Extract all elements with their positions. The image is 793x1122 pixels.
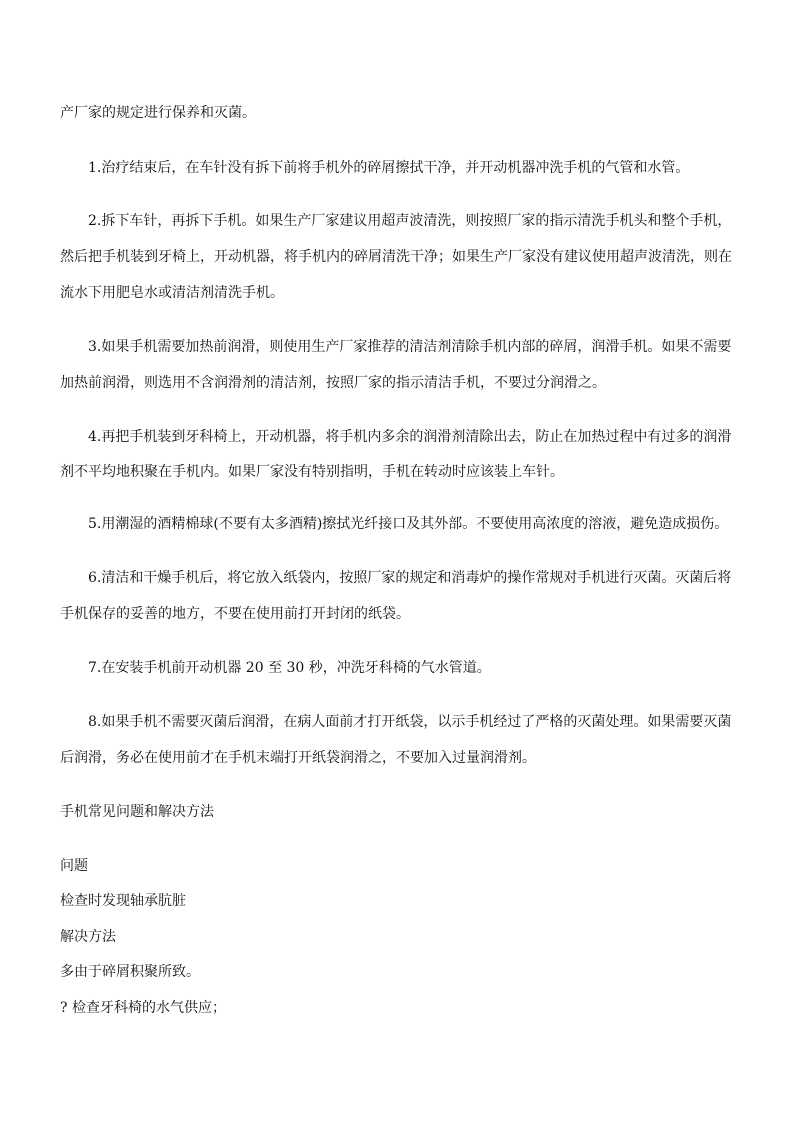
step-1-line-1: 1.治疗结束后，在车针没有拆下前将手机外的碎屑擦拭干净，并开动机器冲洗手机的气管和水管。	[88, 160, 690, 176]
intro-text: 产厂家的规定进行保养和灭菌。	[60, 105, 256, 121]
step-5-line-1: 5.用潮湿的酒精棉球(不要有太多酒精)擦拭光纤接口及其外部。不要使用高浓度的溶液，避免造成损伤。	[88, 516, 729, 532]
step-2-line-1: 2.拆下车针，再拆下手机。如果生产厂家建议用超声波清洗，则按照厂家的指示清洗手机头和整个手机，	[88, 213, 732, 229]
problem-label: 问题	[60, 858, 88, 874]
solution-item: ? 检查牙科椅的水气供应；	[60, 1000, 226, 1016]
solution-label: 解决方法	[60, 929, 116, 945]
step-3-line-2: 加热前润滑，则选用不含润滑剂的清洁剂，按照厂家的指示清洁手机，不要过分润滑之。	[60, 375, 606, 391]
step-2-line-3: 流水下用肥皂水或清洁剂清洗手机。	[60, 285, 284, 301]
problem-text: 检查时发现轴承肮脏	[60, 893, 186, 909]
step-8-line-1: 8.如果手机不需要灭菌后润滑，在病人面前才打开纸袋，以示手机经过了严格的灭菌处理。如果需要灭菌	[88, 714, 732, 730]
solution-text: 多由于碎屑积聚所致。	[60, 964, 200, 980]
step-4-line-2: 剂不平均地积聚在手机内。如果厂家没有特别指明，手机在转动时应该装上车针。	[60, 464, 564, 480]
step-6-line-2: 手机保存的妥善的地方，不要在使用前打开封闭的纸袋。	[60, 606, 410, 622]
step-2-line-2: 然后把手机装到牙椅上，开动机器，将手机内的碎屑清洗干净；如果生产厂家没有建议使用超声波清洗，则在	[60, 249, 732, 265]
section-title: 手机常见问题和解决方法	[60, 804, 214, 820]
step-4-line-1: 4.再把手机装到牙科椅上，开动机器，将手机内多余的润滑剂清除出去，防止在加热过程中有过多的润滑	[88, 429, 732, 445]
step-7-line-1: 7.在安装手机前开动机器 20 至 30 秒，冲洗牙科椅的气水管道。	[88, 660, 491, 676]
step-3-line-1: 3.如果手机需要加热前润滑，则使用生产厂家推荐的清洁剂清除手机内部的碎屑，润滑手机。如果不需要	[88, 339, 732, 355]
step-8-line-2: 后润滑，务必在使用前才在手机末端打开纸袋润滑之，不要加入过量润滑剂。	[60, 750, 536, 766]
step-6-line-1: 6.清洁和干燥手机后，将它放入纸袋内，按照厂家的规定和消毒炉的操作常规对手机进行灭菌。灭菌后将	[88, 570, 732, 586]
